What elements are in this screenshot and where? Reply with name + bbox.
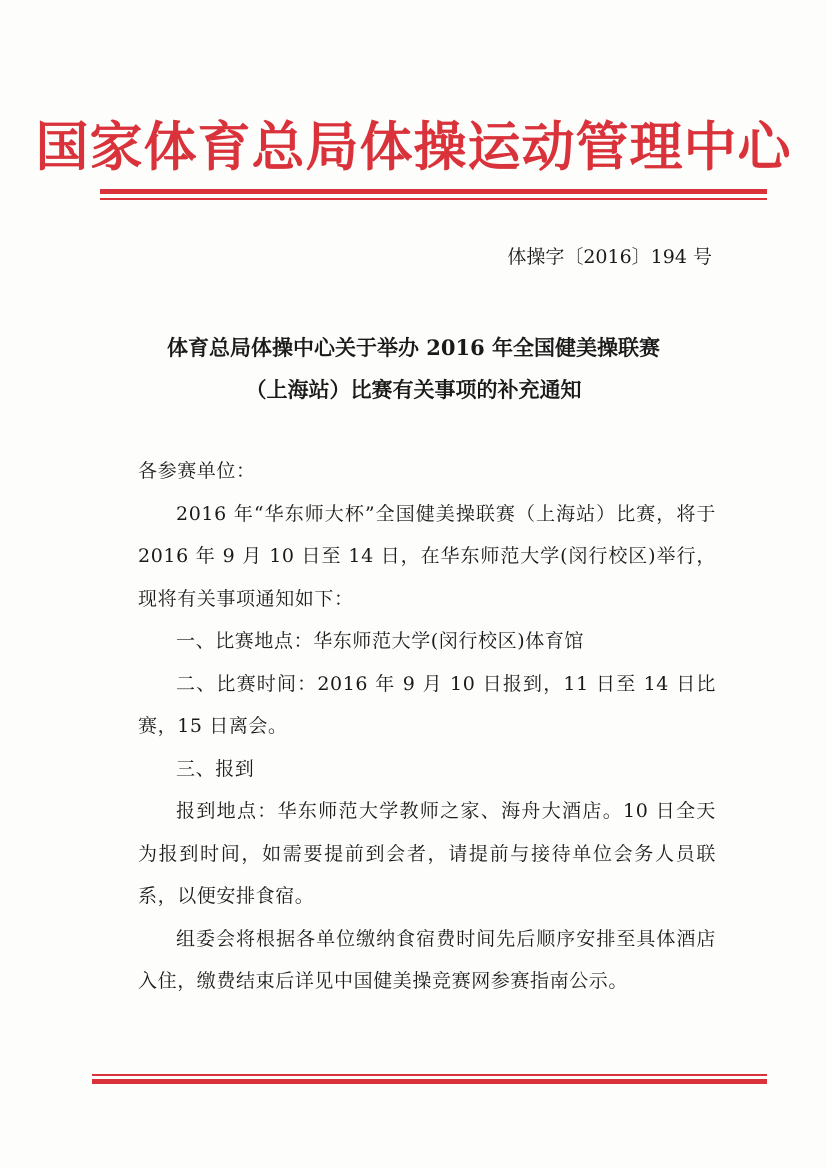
notice-title-line-2: （上海站）比赛有关事项的补充通知 <box>245 377 582 402</box>
body-paragraph: 三、报到 <box>176 757 255 780</box>
body-paragraph: 一、比赛地点：华东师范大学(闵行校区)体育馆 <box>176 630 585 652</box>
letterhead-rule-thin <box>100 198 767 200</box>
letterhead-rule-thick <box>100 189 767 194</box>
salutation: 各参赛单位： <box>138 460 256 482</box>
notice-body <box>138 450 716 1003</box>
body-paragraph: 二、比赛时间：2016 年 9 月 10 日报到，11 日至 14 日比赛，15 日离会。 <box>138 672 716 737</box>
notice-title-line-1: 体育总局体操中心关于举办 2016 年全国健美操联赛 <box>166 335 661 360</box>
footer-rule-thick <box>92 1079 767 1084</box>
body-paragraph: 报到地点：华东师范大学教师之家、海舟大酒店。10 日全天为报到时间，如需要提前到会者，请提前与接待单位会务人员联系，以便安排食宿。 <box>138 800 716 907</box>
body-paragraph: 2016 年“华东师大杯”全国健美操联赛（上海站）比赛，将于 2016 年 9 月 10 日至 14 日，在华东师范大学(闵行校区)举行，现将有关事项通知如下： <box>138 502 716 610</box>
footer-rule-thin <box>92 1074 767 1076</box>
body-paragraph: 组委会将根据各单位缴纳食宿费时间先后顺序安排至具体酒店入住，缴费结束后详见中国健美操竞赛网参赛指南公示。 <box>138 927 716 992</box>
organization-letterhead: 国家体育总局体操运动管理中心 <box>35 117 792 178</box>
notice-title <box>0 327 827 411</box>
document-number: 体操字〔2016〕194 号 <box>507 246 712 268</box>
